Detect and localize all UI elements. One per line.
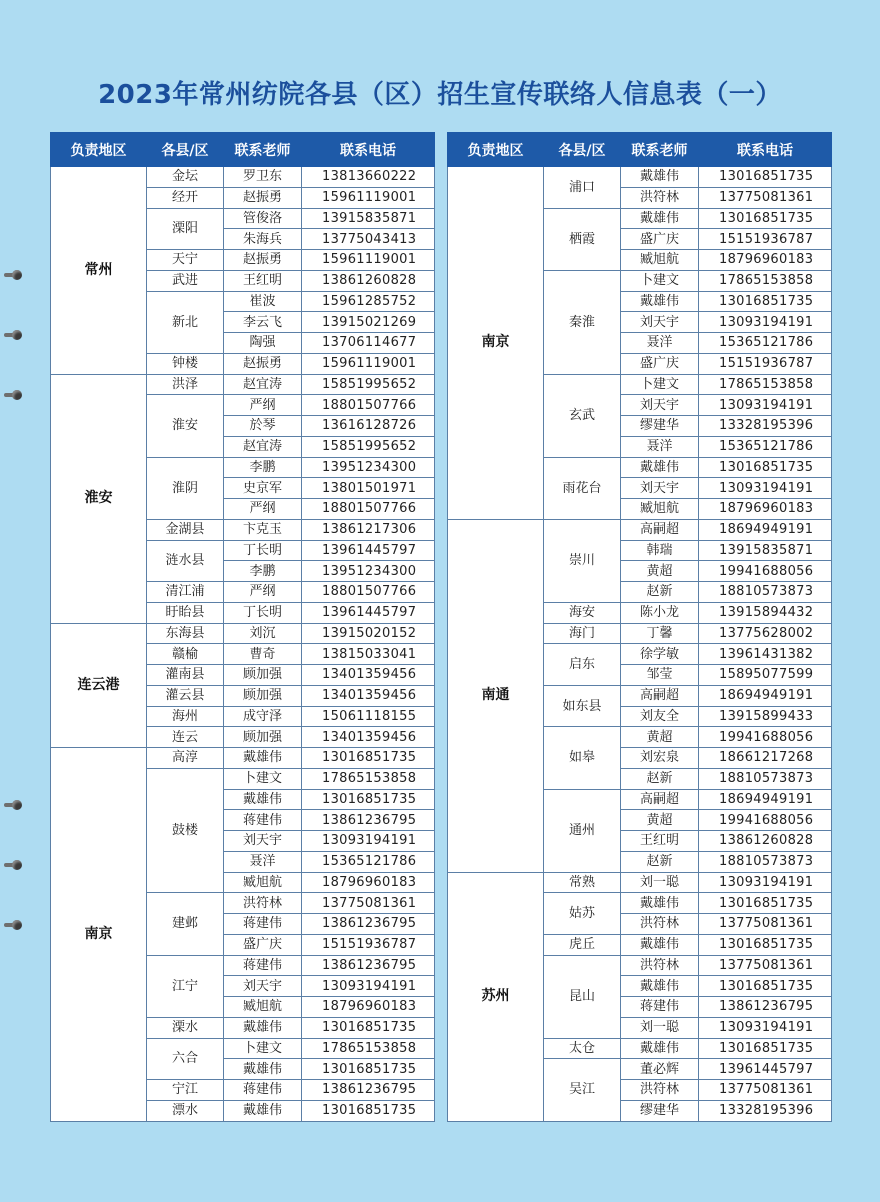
teacher-cell: 丁长明 (224, 602, 302, 623)
teacher-cell: 卜建文 (621, 270, 699, 291)
region-cell: 连云港 (51, 623, 147, 748)
district-cell: 启东 (544, 644, 621, 686)
phone-cell: 13775081361 (699, 914, 832, 935)
phone-cell: 15895077599 (699, 665, 832, 686)
district-cell: 灌云县 (147, 685, 224, 706)
phone-cell: 15961119001 (302, 250, 435, 271)
teacher-cell: 臧旭航 (224, 872, 302, 893)
teacher-cell: 严纲 (224, 499, 302, 520)
phone-cell: 13016851735 (302, 789, 435, 810)
phone-cell: 13801501971 (302, 478, 435, 499)
phone-cell: 13093194191 (302, 831, 435, 852)
district-cell: 金湖县 (147, 519, 224, 540)
table-header-row (51, 133, 435, 167)
teacher-cell: 聂洋 (224, 851, 302, 872)
header-teacher: 联系老师 (224, 133, 302, 167)
phone-cell: 13775043413 (302, 229, 435, 250)
teacher-cell: 卜建文 (621, 374, 699, 395)
phone-cell: 19941688056 (699, 727, 832, 748)
teacher-cell: 刘天宇 (224, 976, 302, 997)
teacher-cell: 顾加强 (224, 727, 302, 748)
contact-table-left (50, 132, 435, 1122)
teacher-cell: 刘一聪 (621, 872, 699, 893)
phone-cell: 13016851735 (699, 1038, 832, 1059)
district-cell: 太仓 (544, 1038, 621, 1059)
phone-cell: 18796960183 (302, 997, 435, 1018)
header-district: 各县/区 (147, 133, 224, 167)
phone-cell: 13093194191 (699, 872, 832, 893)
phone-cell: 15061118155 (302, 706, 435, 727)
district-cell: 海安 (544, 602, 621, 623)
phone-cell: 13815033041 (302, 644, 435, 665)
phone-cell: 13961445797 (302, 602, 435, 623)
teacher-cell: 高嗣超 (621, 789, 699, 810)
phone-cell: 13915021269 (302, 312, 435, 333)
district-cell: 雨花台 (544, 457, 621, 519)
region-cell: 南京 (448, 167, 544, 520)
teacher-cell: 盛广庆 (621, 229, 699, 250)
teacher-cell: 刘天宇 (621, 478, 699, 499)
phone-cell: 18810573873 (699, 582, 832, 603)
phone-cell: 15151936787 (302, 934, 435, 955)
region-cell: 南通 (448, 519, 544, 872)
phone-cell: 15365121786 (302, 851, 435, 872)
phone-cell: 13915899433 (699, 706, 832, 727)
teacher-cell: 赵新 (621, 582, 699, 603)
phone-cell: 13813660222 (302, 167, 435, 188)
table-row (448, 167, 832, 188)
phone-cell: 13775628002 (699, 623, 832, 644)
district-cell: 虎丘 (544, 934, 621, 955)
phone-cell: 13016851735 (699, 208, 832, 229)
teacher-cell: 赵新 (621, 851, 699, 872)
district-cell: 新北 (147, 291, 224, 353)
teacher-cell: 戴雄伟 (224, 789, 302, 810)
phone-cell: 13328195396 (699, 416, 832, 437)
teacher-cell: 赵宜涛 (224, 374, 302, 395)
district-cell: 吴江 (544, 1059, 621, 1121)
table-row (51, 167, 435, 188)
district-cell: 溧水 (147, 1017, 224, 1038)
teacher-cell: 严纲 (224, 582, 302, 603)
phone-cell: 13016851735 (302, 1017, 435, 1038)
phone-cell: 13861236795 (302, 955, 435, 976)
phone-cell: 13016851735 (302, 1059, 435, 1080)
teacher-cell: 臧旭航 (224, 997, 302, 1018)
table-row (448, 872, 832, 893)
teacher-cell: 戴雄伟 (621, 976, 699, 997)
teacher-cell: 卜建文 (224, 1038, 302, 1059)
header-phone: 联系电话 (699, 133, 832, 167)
phone-cell: 13861260828 (302, 270, 435, 291)
district-cell: 常熟 (544, 872, 621, 893)
teacher-cell: 赵振勇 (224, 353, 302, 374)
district-cell: 灌南县 (147, 665, 224, 686)
teacher-cell: 王红明 (621, 831, 699, 852)
phone-cell: 13915020152 (302, 623, 435, 644)
phone-cell: 18796960183 (699, 250, 832, 271)
phone-cell: 15851995652 (302, 374, 435, 395)
district-cell: 洪泽 (147, 374, 224, 395)
phone-cell: 15151936787 (699, 353, 832, 374)
phone-cell: 13915835871 (302, 208, 435, 229)
teacher-cell: 徐学敏 (621, 644, 699, 665)
district-cell: 栖霞 (544, 208, 621, 270)
region-cell: 常州 (51, 167, 147, 375)
teacher-cell: 刘一聪 (621, 1017, 699, 1038)
teacher-cell: 成守泽 (224, 706, 302, 727)
binder-ring-icon (4, 330, 22, 340)
district-cell: 海门 (544, 623, 621, 644)
teacher-cell: 韩瑞 (621, 540, 699, 561)
district-cell: 漂水 (147, 1100, 224, 1121)
phone-cell: 13093194191 (699, 1017, 832, 1038)
header-phone: 联系电话 (302, 133, 435, 167)
binder-ring-icon (4, 800, 22, 810)
teacher-cell: 史京军 (224, 478, 302, 499)
phone-cell: 13016851735 (699, 934, 832, 955)
teacher-cell: 戴雄伟 (224, 1017, 302, 1038)
phone-cell: 13861236795 (302, 914, 435, 935)
table-row (51, 623, 435, 644)
phone-cell: 18801507766 (302, 395, 435, 416)
phone-cell: 13915835871 (699, 540, 832, 561)
district-cell: 通州 (544, 789, 621, 872)
phone-cell: 13093194191 (699, 395, 832, 416)
phone-cell: 13328195396 (699, 1100, 832, 1121)
teacher-cell: 洪符林 (621, 955, 699, 976)
teacher-cell: 丁馨 (621, 623, 699, 644)
table-row (51, 748, 435, 769)
teacher-cell: 卜建文 (224, 768, 302, 789)
teacher-cell: 崔波 (224, 291, 302, 312)
district-cell: 东海县 (147, 623, 224, 644)
teacher-cell: 黄超 (621, 561, 699, 582)
phone-cell: 13861236795 (302, 810, 435, 831)
phone-cell: 15365121786 (699, 436, 832, 457)
teacher-cell: 刘沉 (224, 623, 302, 644)
page-title: 2023年常州纺院各县（区）招生宣传联络人信息表（一） (98, 80, 782, 110)
teacher-cell: 李鹏 (224, 561, 302, 582)
teacher-cell: 刘宏泉 (621, 748, 699, 769)
teacher-cell: 曹奇 (224, 644, 302, 665)
district-cell: 昆山 (544, 955, 621, 1038)
binder-ring-icon (4, 860, 22, 870)
teacher-cell: 盛广庆 (621, 353, 699, 374)
district-cell: 溧阳 (147, 208, 224, 250)
district-cell: 赣榆 (147, 644, 224, 665)
teacher-cell: 戴雄伟 (224, 1059, 302, 1080)
header-region: 负责地区 (448, 133, 544, 167)
teacher-cell: 黄超 (621, 810, 699, 831)
phone-cell: 13093194191 (699, 478, 832, 499)
phone-cell: 17865153858 (699, 374, 832, 395)
district-cell: 淮阴 (147, 457, 224, 519)
teacher-cell: 洪符林 (621, 1080, 699, 1101)
teacher-cell: 卞克玉 (224, 519, 302, 540)
phone-cell: 19941688056 (699, 561, 832, 582)
teacher-cell: 戴雄伟 (224, 1100, 302, 1121)
phone-cell: 13616128726 (302, 416, 435, 437)
district-cell: 天宁 (147, 250, 224, 271)
district-cell: 宁江 (147, 1080, 224, 1101)
teacher-cell: 刘天宇 (621, 312, 699, 333)
phone-cell: 18810573873 (699, 851, 832, 872)
teacher-cell: 赵振勇 (224, 250, 302, 271)
phone-cell: 13016851735 (699, 457, 832, 478)
teacher-cell: 刘天宇 (224, 831, 302, 852)
district-cell: 清江浦 (147, 582, 224, 603)
teacher-cell: 臧旭航 (621, 499, 699, 520)
phone-cell: 13915894432 (699, 602, 832, 623)
phone-cell: 13401359456 (302, 685, 435, 706)
district-cell: 六合 (147, 1038, 224, 1080)
phone-cell: 15851995652 (302, 436, 435, 457)
district-cell: 金坛 (147, 167, 224, 188)
district-cell: 如东县 (544, 685, 621, 727)
teacher-cell: 董必辉 (621, 1059, 699, 1080)
teacher-cell: 陈小龙 (621, 602, 699, 623)
phone-cell: 13016851735 (699, 167, 832, 188)
teacher-cell: 赵新 (621, 768, 699, 789)
phone-cell: 13093194191 (699, 312, 832, 333)
teacher-cell: 臧旭航 (621, 250, 699, 271)
phone-cell: 13861236795 (302, 1080, 435, 1101)
header-region: 负责地区 (51, 133, 147, 167)
teacher-cell: 罗卫东 (224, 167, 302, 188)
district-cell: 姑苏 (544, 893, 621, 935)
district-cell: 涟水县 (147, 540, 224, 582)
teacher-cell: 戴雄伟 (621, 457, 699, 478)
teacher-cell: 赵振勇 (224, 187, 302, 208)
teacher-cell: 蒋建伟 (621, 997, 699, 1018)
table-header-row (448, 133, 832, 167)
district-cell: 浦口 (544, 167, 621, 209)
teacher-cell: 朱海兵 (224, 229, 302, 250)
phone-cell: 17865153858 (302, 1038, 435, 1059)
teacher-cell: 缪建华 (621, 416, 699, 437)
phone-cell: 19941688056 (699, 810, 832, 831)
phone-cell: 17865153858 (302, 768, 435, 789)
teacher-cell: 戴雄伟 (621, 167, 699, 188)
teacher-cell: 聂洋 (621, 333, 699, 354)
region-cell: 南京 (51, 748, 147, 1122)
teacher-cell: 丁长明 (224, 540, 302, 561)
binder-ring-icon (4, 270, 22, 280)
phone-cell: 18694949191 (699, 685, 832, 706)
phone-cell: 13961445797 (302, 540, 435, 561)
phone-cell: 13861217306 (302, 519, 435, 540)
teacher-cell: 管俊洛 (224, 208, 302, 229)
teacher-cell: 李云飞 (224, 312, 302, 333)
teacher-cell: 戴雄伟 (621, 1038, 699, 1059)
district-cell: 江宁 (147, 955, 224, 1017)
teacher-cell: 王红明 (224, 270, 302, 291)
district-cell: 崇川 (544, 519, 621, 602)
phone-cell: 13016851735 (302, 748, 435, 769)
phone-cell: 18661217268 (699, 748, 832, 769)
phone-cell: 15961119001 (302, 187, 435, 208)
table-row (51, 374, 435, 395)
district-cell: 经开 (147, 187, 224, 208)
teacher-cell: 高嗣超 (621, 519, 699, 540)
phone-cell: 13961445797 (699, 1059, 832, 1080)
district-cell: 鼓楼 (147, 768, 224, 893)
phone-cell: 13016851735 (699, 893, 832, 914)
table-row (448, 519, 832, 540)
phone-cell: 13401359456 (302, 727, 435, 748)
teacher-cell: 赵宜涛 (224, 436, 302, 457)
phone-cell: 17865153858 (699, 270, 832, 291)
teacher-cell: 蒋建伟 (224, 955, 302, 976)
phone-cell: 13775081361 (699, 187, 832, 208)
binder-ring-icon (4, 920, 22, 930)
district-cell: 玄武 (544, 374, 621, 457)
teacher-cell: 顾加强 (224, 685, 302, 706)
teacher-cell: 缪建华 (621, 1100, 699, 1121)
teacher-cell: 蒋建伟 (224, 810, 302, 831)
district-cell: 盱眙县 (147, 602, 224, 623)
teacher-cell: 蒋建伟 (224, 1080, 302, 1101)
teacher-cell: 洪符林 (621, 914, 699, 935)
phone-cell: 18796960183 (302, 872, 435, 893)
region-cell: 淮安 (51, 374, 147, 623)
phone-cell: 18801507766 (302, 499, 435, 520)
phone-cell: 13401359456 (302, 665, 435, 686)
phone-cell: 15961285752 (302, 291, 435, 312)
teacher-cell: 盛广庆 (224, 934, 302, 955)
teacher-cell: 李鹏 (224, 457, 302, 478)
phone-cell: 15365121786 (699, 333, 832, 354)
header-district: 各县/区 (544, 133, 621, 167)
phone-cell: 13861236795 (699, 997, 832, 1018)
teacher-cell: 严纲 (224, 395, 302, 416)
teacher-cell: 陶强 (224, 333, 302, 354)
teacher-cell: 黄超 (621, 727, 699, 748)
phone-cell: 15151936787 (699, 229, 832, 250)
district-cell: 秦淮 (544, 270, 621, 374)
phone-cell: 18796960183 (699, 499, 832, 520)
phone-cell: 13016851735 (302, 1100, 435, 1121)
phone-cell: 13961431382 (699, 644, 832, 665)
teacher-cell: 刘天宇 (621, 395, 699, 416)
district-cell: 海州 (147, 706, 224, 727)
phone-cell: 13775081361 (302, 893, 435, 914)
teacher-cell: 邹莹 (621, 665, 699, 686)
phone-cell: 13706114677 (302, 333, 435, 354)
teacher-cell: 蒋建伟 (224, 914, 302, 935)
district-cell: 淮安 (147, 395, 224, 457)
district-cell: 如皋 (544, 727, 621, 789)
header-teacher: 联系老师 (621, 133, 699, 167)
teacher-cell: 洪符林 (224, 893, 302, 914)
phone-cell: 18694949191 (699, 789, 832, 810)
teacher-cell: 戴雄伟 (621, 893, 699, 914)
phone-cell: 13016851735 (699, 976, 832, 997)
district-cell: 钟楼 (147, 353, 224, 374)
teacher-cell: 聂洋 (621, 436, 699, 457)
teacher-cell: 戴雄伟 (621, 208, 699, 229)
phone-cell: 13951234300 (302, 457, 435, 478)
district-cell: 高淳 (147, 748, 224, 769)
phone-cell: 13093194191 (302, 976, 435, 997)
teacher-cell: 戴雄伟 (621, 291, 699, 312)
teacher-cell: 戴雄伟 (621, 934, 699, 955)
phone-cell: 18694949191 (699, 519, 832, 540)
phone-cell: 13951234300 (302, 561, 435, 582)
region-cell: 苏州 (448, 872, 544, 1121)
teacher-cell: 洪符林 (621, 187, 699, 208)
district-cell: 建邺 (147, 893, 224, 955)
teacher-cell: 顾加强 (224, 665, 302, 686)
teacher-cell: 戴雄伟 (224, 748, 302, 769)
teacher-cell: 刘友全 (621, 706, 699, 727)
district-cell: 连云 (147, 727, 224, 748)
binder-ring-icon (4, 390, 22, 400)
phone-cell: 13775081361 (699, 1080, 832, 1101)
phone-cell: 15961119001 (302, 353, 435, 374)
contact-table-right (447, 132, 832, 1122)
phone-cell: 18801507766 (302, 582, 435, 603)
phone-cell: 13775081361 (699, 955, 832, 976)
teacher-cell: 於琴 (224, 416, 302, 437)
teacher-cell: 高嗣超 (621, 685, 699, 706)
phone-cell: 13861260828 (699, 831, 832, 852)
phone-cell: 13016851735 (699, 291, 832, 312)
phone-cell: 18810573873 (699, 768, 832, 789)
district-cell: 武进 (147, 270, 224, 291)
